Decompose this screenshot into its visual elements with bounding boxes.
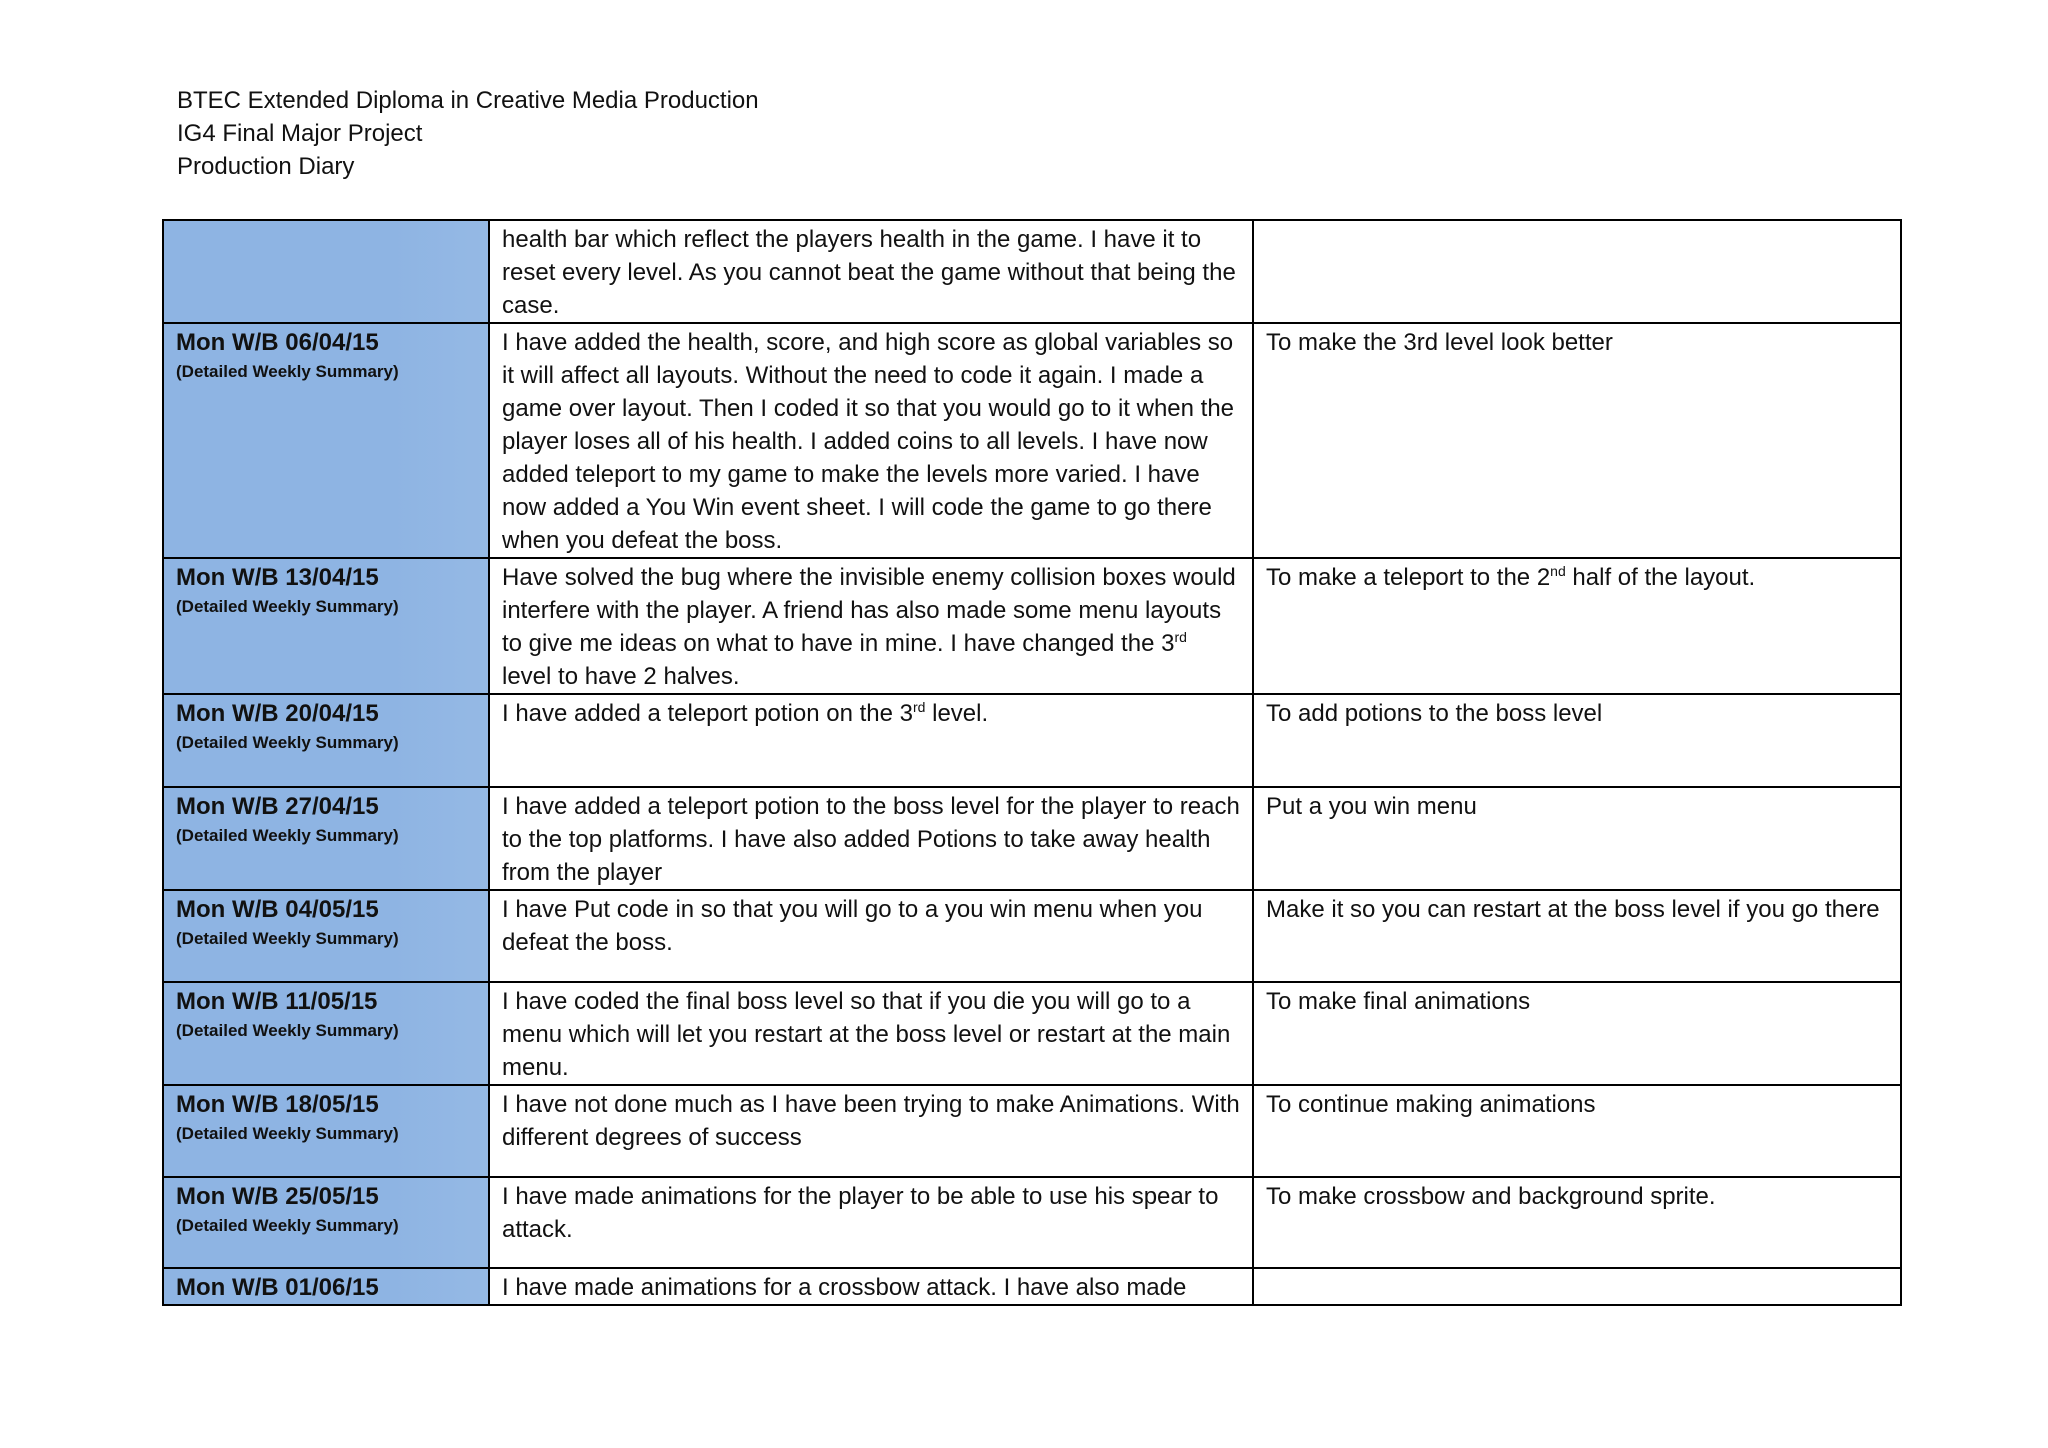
next-steps-cell: Put a you win menu bbox=[1253, 787, 1901, 890]
production-diary-table bbox=[162, 219, 1902, 1306]
progress-cell: I have added the health, score, and high score as global variables so it will affect all layouts. Without the need to code it again. I made a game over layout. Then I coded it so that you would go to it when the player loses all of his health. I added coins to all levels. I have now added teleport to my game to make the levels more varied. I have now added a You Win event sheet. I will code the game to go there when you defeat the boss. bbox=[489, 323, 1253, 558]
diary-row bbox=[163, 890, 1901, 982]
week-cell bbox=[163, 558, 489, 694]
week-label: Mon W/B 27/04/15 bbox=[176, 793, 379, 820]
next-steps-cell: To make crossbow and background sprite. bbox=[1253, 1177, 1901, 1268]
next-steps-cell bbox=[1253, 220, 1901, 323]
diary-row bbox=[163, 558, 1901, 694]
ordinal-superscript: nd bbox=[1550, 563, 1566, 579]
week-label: Mon W/B 04/05/15 bbox=[176, 896, 379, 923]
next-steps-cell: To add potions to the boss level bbox=[1253, 694, 1901, 787]
week-label: Mon W/B 25/05/15 bbox=[176, 1183, 379, 1210]
week-cell bbox=[163, 1085, 489, 1177]
progress-cell: I have not done much as I have been trying to make Animations. With different degrees of success bbox=[489, 1085, 1253, 1177]
next-steps-cell: To make a teleport to the 2nd half of the layout. bbox=[1253, 558, 1901, 694]
next-steps-cell: Make it so you can restart at the boss level if you go there bbox=[1253, 890, 1901, 982]
week-sublabel: (Detailed Weekly Summary) bbox=[176, 733, 399, 752]
ordinal-superscript: rd bbox=[1174, 629, 1187, 645]
next-steps-cell bbox=[1253, 1268, 1901, 1305]
progress-cell: Have solved the bug where the invisible enemy collision boxes would interfere with the player. A friend has also made some menu layouts to give me ideas on what to have in mine. I have changed the 3rd level to have 2 halves. bbox=[489, 558, 1253, 694]
progress-cell: I have Put code in so that you will go to a you win menu when you defeat the boss. bbox=[489, 890, 1253, 982]
week-label: Mon W/B 20/04/15 bbox=[176, 700, 379, 727]
project-title: IG4 Final Major Project bbox=[177, 120, 423, 147]
progress-cell: health bar which reflect the players health in the game. I have it to reset every level. As you cannot beat the game without that being the case. bbox=[489, 220, 1253, 323]
next-steps-cell: To make final animations bbox=[1253, 982, 1901, 1085]
ordinal-superscript: rd bbox=[913, 699, 926, 715]
progress-cell: I have added a teleport potion on the 3rd level. bbox=[489, 694, 1253, 787]
week-cell bbox=[163, 694, 489, 787]
diary-body bbox=[163, 220, 1901, 1305]
week-label: Mon W/B 13/04/15 bbox=[176, 564, 379, 591]
diary-row bbox=[163, 787, 1901, 890]
week-cell bbox=[163, 787, 489, 890]
document-header bbox=[177, 84, 759, 183]
progress-cell: I have added a teleport potion to the boss level for the player to reach to the top platforms. I have also added Potions to take away health from the player bbox=[489, 787, 1253, 890]
course-title: BTEC Extended Diploma in Creative Media Production bbox=[177, 87, 759, 114]
diary-row bbox=[163, 323, 1901, 558]
week-sublabel: (Detailed Weekly Summary) bbox=[176, 1021, 399, 1040]
week-cell bbox=[163, 323, 489, 558]
week-label: Mon W/B 18/05/15 bbox=[176, 1091, 379, 1118]
week-sublabel: (Detailed Weekly Summary) bbox=[176, 1216, 399, 1235]
diary-title: Production Diary bbox=[177, 153, 355, 180]
next-steps-cell: To make the 3rd level look better bbox=[1253, 323, 1901, 558]
week-sublabel: (Detailed Weekly Summary) bbox=[176, 362, 399, 381]
diary-row bbox=[163, 982, 1901, 1085]
diary-row bbox=[163, 1177, 1901, 1268]
week-cell bbox=[163, 982, 489, 1085]
week-label: Mon W/B 06/04/15 bbox=[176, 329, 379, 356]
week-sublabel: (Detailed Weekly Summary) bbox=[176, 597, 399, 616]
next-steps-cell: To continue making animations bbox=[1253, 1085, 1901, 1177]
diary-row bbox=[163, 694, 1901, 787]
diary-row bbox=[163, 1085, 1901, 1177]
week-sublabel: (Detailed Weekly Summary) bbox=[176, 1124, 399, 1143]
diary-row bbox=[163, 1268, 1901, 1305]
week-cell bbox=[163, 1177, 489, 1268]
progress-cell: I have coded the final boss level so that if you die you will go to a menu which will let you restart at the boss level or restart at the main menu. bbox=[489, 982, 1253, 1085]
week-cell bbox=[163, 890, 489, 982]
week-label: Mon W/B 01/06/15 bbox=[176, 1274, 379, 1301]
week-cell bbox=[163, 220, 489, 323]
week-cell bbox=[163, 1268, 489, 1305]
week-sublabel: (Detailed Weekly Summary) bbox=[176, 826, 399, 845]
week-sublabel: (Detailed Weekly Summary) bbox=[176, 929, 399, 948]
progress-cell: I have made animations for the player to be able to use his spear to attack. bbox=[489, 1177, 1253, 1268]
progress-cell: I have made animations for a crossbow attack. I have also made bbox=[489, 1268, 1253, 1305]
diary-row bbox=[163, 220, 1901, 323]
week-label: Mon W/B 11/05/15 bbox=[176, 988, 378, 1015]
